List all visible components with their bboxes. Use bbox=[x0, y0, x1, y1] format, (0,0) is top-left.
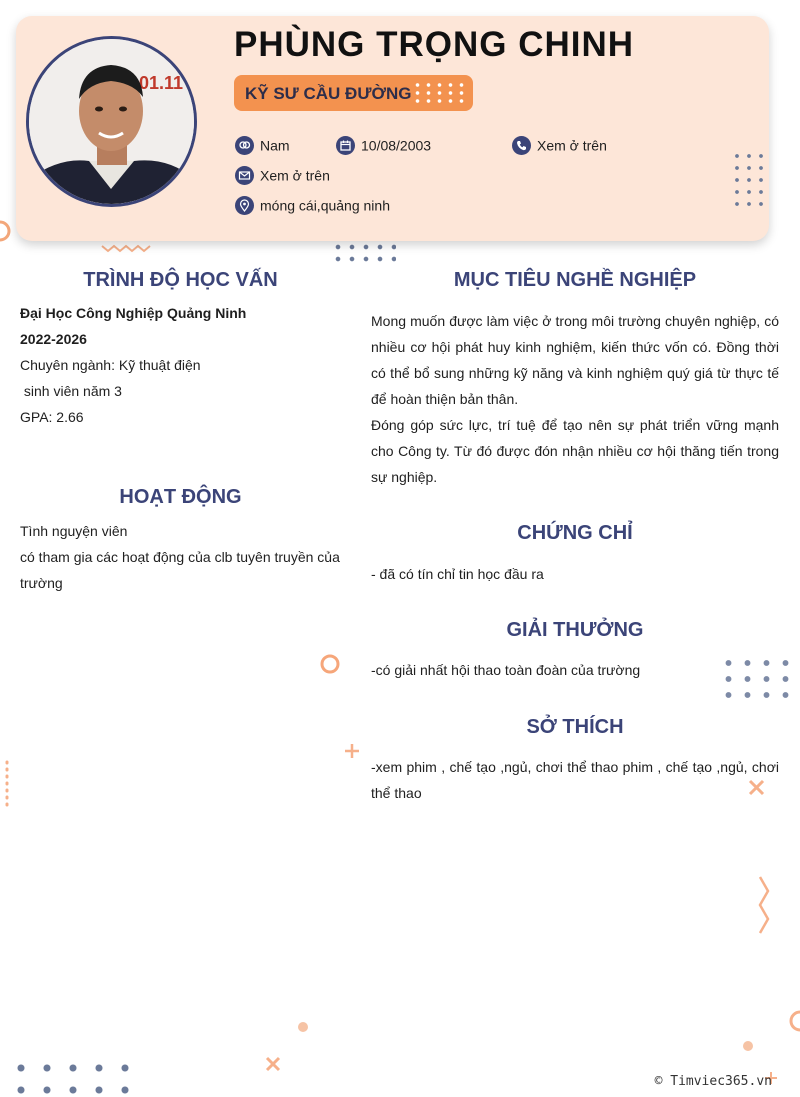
gender-value: Nam bbox=[260, 137, 290, 154]
education-school: Đại Học Công Nghiệp Quảng Ninh bbox=[20, 305, 247, 321]
svg-text:01.11: 01.11 bbox=[139, 73, 184, 93]
birthday-value: 10/08/2003 bbox=[361, 137, 432, 154]
dots-decoration bbox=[8, 1057, 138, 1097]
dot-decoration bbox=[298, 1022, 308, 1032]
calendar-icon bbox=[336, 136, 355, 155]
activities-title: HOẠT ĐỘNG bbox=[119, 486, 242, 508]
gender-icon bbox=[235, 136, 254, 155]
info-address bbox=[235, 196, 390, 215]
certificates-title: CHỨNG CHỈ bbox=[517, 522, 633, 544]
info-birthday bbox=[336, 136, 431, 155]
education-gpa: GPA: 2.66 bbox=[20, 409, 84, 425]
candidate-name: PHÙNG TRỌNG CHINH bbox=[234, 25, 635, 64]
phone-icon bbox=[512, 136, 531, 155]
location-icon bbox=[235, 196, 254, 215]
awards-text: -có giải nhất hội thao toàn đoàn của trường bbox=[371, 662, 641, 678]
activities-content bbox=[20, 518, 350, 596]
awards-title: GIẢI THƯỞNG bbox=[506, 619, 644, 641]
job-title-badge bbox=[234, 75, 473, 111]
right-ring-decoration bbox=[791, 1012, 800, 1030]
education-content bbox=[20, 300, 350, 430]
hobbies-content bbox=[371, 754, 779, 806]
dots-decoration bbox=[731, 150, 767, 210]
info-gender bbox=[235, 136, 290, 155]
certificates-content bbox=[371, 561, 779, 587]
info-email bbox=[235, 166, 330, 185]
dots-decoration bbox=[412, 81, 468, 105]
dot-decoration bbox=[743, 1041, 753, 1051]
career-goal-paragraph: Đóng góp sức lực, trí tuệ để tạo nên sự phát triển vững mạnh cho Công ty. Từ đó được đón nhận nhiều cơ hội thăng tiến trong sự nghiệp. bbox=[371, 417, 779, 485]
career-goal-content bbox=[371, 308, 779, 490]
education-level: sinh viên năm 3 bbox=[20, 383, 122, 399]
job-title: KỸ SƯ CẦU ĐƯỜNG bbox=[245, 84, 412, 103]
hobbies-title: SỞ THÍCH bbox=[526, 716, 624, 738]
address-value: móng cái,quảng ninh bbox=[260, 197, 390, 214]
plus-decoration bbox=[345, 744, 359, 758]
awards-content bbox=[371, 657, 779, 683]
education-major: Chuyên ngành: Kỹ thuật điện bbox=[20, 357, 201, 373]
left-ring-decoration bbox=[0, 222, 9, 240]
activities-line: có tham gia các hoạt động của clb tuyên truyền của trường bbox=[20, 549, 340, 591]
phone-value: Xem ở trên bbox=[537, 137, 607, 154]
mail-icon bbox=[235, 166, 254, 185]
activities-line: Tình nguyện viên bbox=[20, 523, 128, 539]
email-value: Xem ở trên bbox=[260, 167, 330, 184]
certificates-text: - đã có tín chỉ tin học đầu ra bbox=[371, 566, 544, 582]
footer-watermark: © Timviec365.vn bbox=[654, 1074, 772, 1089]
avatar bbox=[26, 36, 197, 207]
education-years: 2022-2026 bbox=[20, 331, 87, 347]
hobbies-text: -xem phim , chế tạo ,ngủ, chơi thể thao phim , chế tạo ,ngủ, chơi thể thao bbox=[371, 759, 779, 801]
zigzag-decoration bbox=[102, 246, 150, 251]
ring-decoration bbox=[322, 656, 338, 672]
career-goal-paragraph: Mong muốn được làm việc ở trong môi trường chuyên nghiệp, có nhiều cơ hội phát huy kinh nghiệm, kiến thức vốn có. Đồng thời có thể bổ sung những kỹ năng và kinh nghiệm quý giá từ thực tế để hoàn thiện bản thân. bbox=[371, 313, 779, 407]
education-title: TRÌNH ĐỘ HỌC VẤN bbox=[83, 269, 278, 291]
cross-decoration bbox=[267, 1058, 279, 1070]
vertical-zigzag-decoration bbox=[760, 877, 768, 933]
career-goal-title: MỤC TIÊU NGHỀ NGHIỆP bbox=[453, 269, 697, 291]
info-phone bbox=[512, 136, 607, 155]
